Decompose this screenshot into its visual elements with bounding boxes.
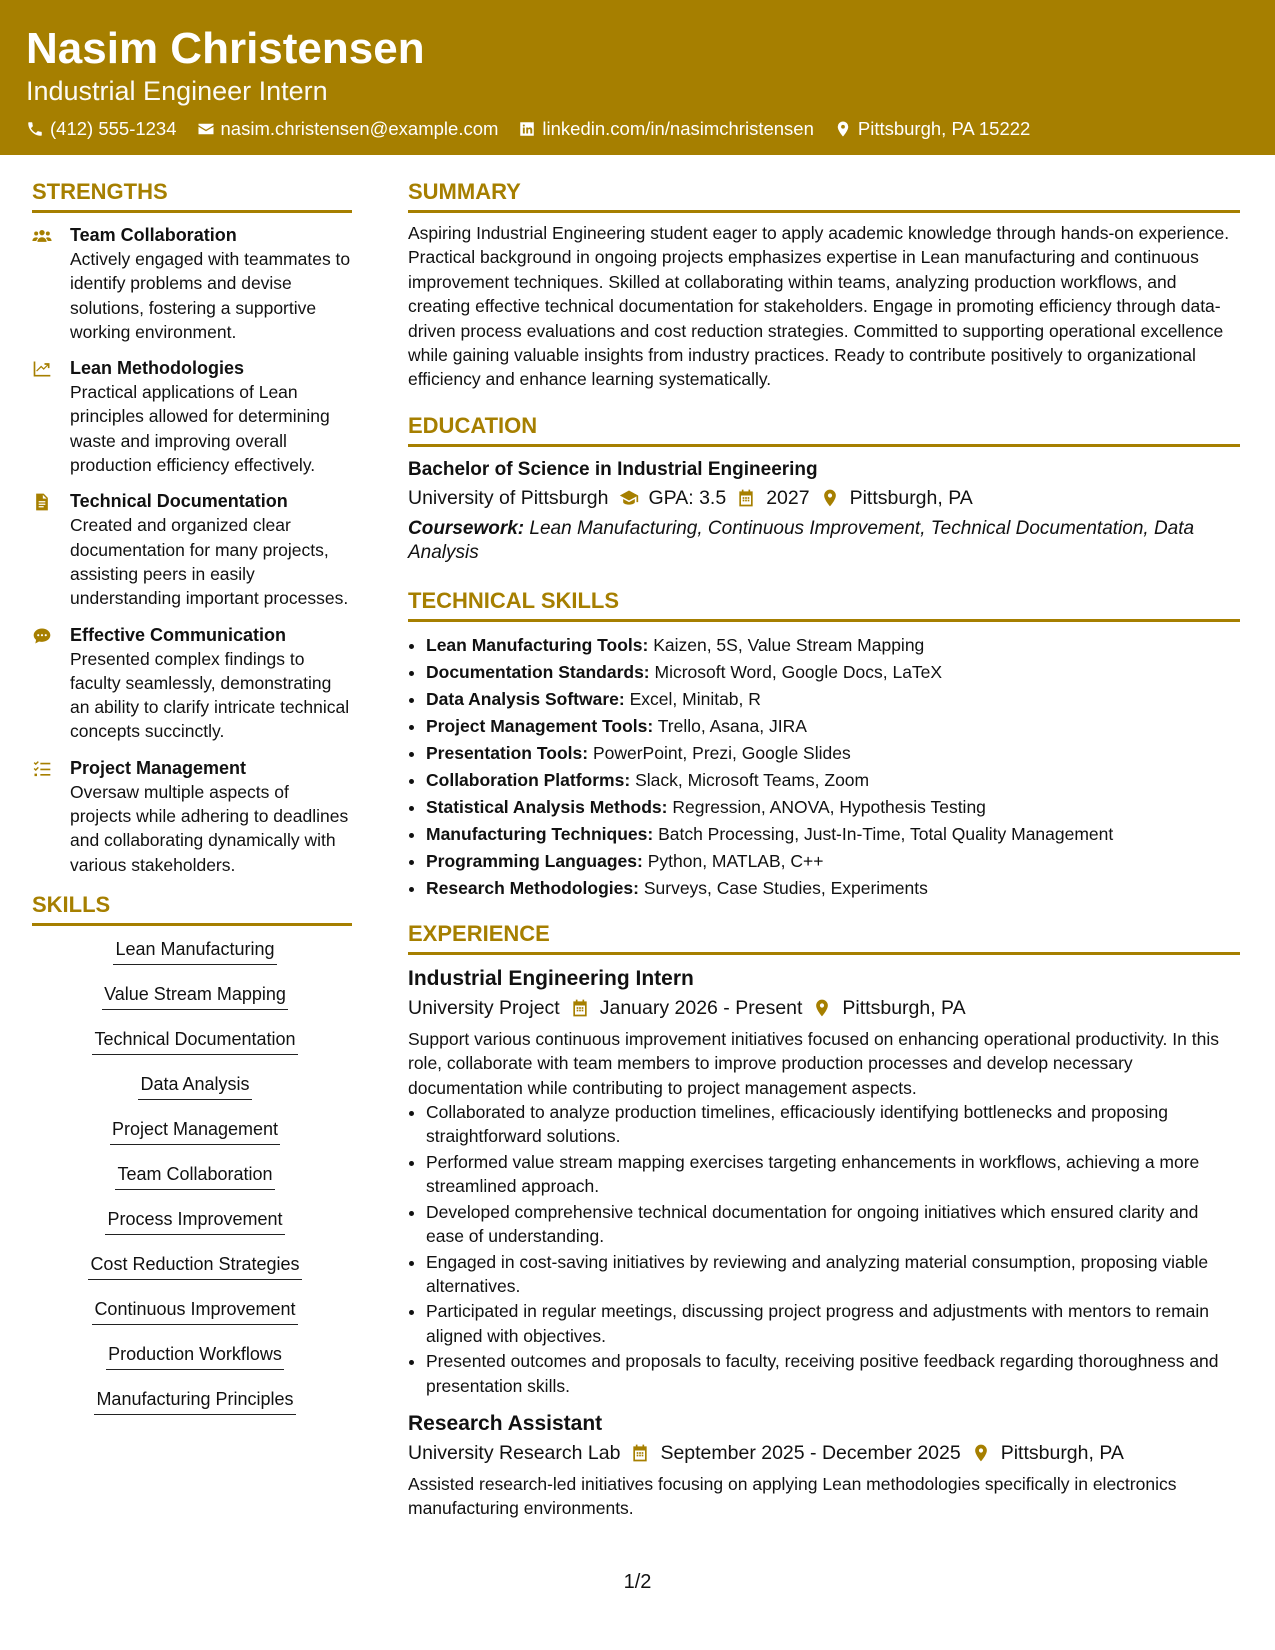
resume-header	[0, 0, 1275, 155]
calendar-icon	[736, 488, 756, 508]
skill-tag: Project Management	[110, 1116, 280, 1145]
contact-row	[26, 118, 1249, 140]
skill-tag: Technical Documentation	[92, 1026, 297, 1055]
map-pin-icon	[971, 1443, 991, 1463]
skill-label: Project Management Tools:	[426, 715, 654, 736]
strength-title: Technical Documentation	[70, 491, 288, 512]
strengths-heading: STRENGTHS	[32, 178, 352, 213]
education-heading: EDUCATION	[408, 412, 1240, 447]
skill-tag: Production Workflows	[106, 1341, 284, 1370]
skill-tag: Manufacturing Principles	[94, 1386, 295, 1415]
list-item	[426, 875, 1240, 902]
email-text: nasim.christensen@example.com	[220, 118, 499, 139]
skill-tag: Team Collaboration	[115, 1161, 274, 1190]
job-location: Pittsburgh, PA	[842, 996, 966, 1019]
skill-value: Microsoft Word, Google Docs, LaTeX	[654, 661, 943, 682]
document-icon	[32, 492, 52, 512]
education-degree: Bachelor of Science in Industrial Engineering	[408, 458, 818, 480]
list-item	[426, 740, 1240, 767]
job-location: Pittsburgh, PA	[1000, 1441, 1124, 1464]
linkedin-icon	[518, 120, 536, 138]
map-pin-icon	[834, 120, 852, 138]
skill-value: Python, MATLAB, C++	[647, 850, 824, 871]
skill-value: PowerPoint, Prezi, Google Slides	[592, 742, 851, 763]
list-item: • Participated in regular meetings, discussing project progress and adjustments with mentors to remain aligned with objectives.	[426, 1299, 1240, 1348]
skill-tag: Continuous Improvement	[92, 1296, 297, 1325]
job-description: Support various continuous improvement initiatives focused on enhancing operational productivity. In this role, collaborate with team members to improve production processes and develop necessary documentation while contributing to project management aspects.	[408, 1028, 1219, 1098]
job-org: University Research Lab	[408, 1441, 621, 1464]
job-dates: January 2026 - Present	[599, 996, 803, 1019]
job-meta	[408, 1438, 1240, 1468]
contact-phone[interactable]	[26, 118, 177, 140]
summary-heading: SUMMARY	[408, 178, 1240, 213]
experience-entry	[408, 965, 1240, 1398]
skill-label: Documentation Standards:	[426, 661, 650, 682]
skill-tag: Data Analysis	[138, 1071, 251, 1100]
map-pin-icon	[812, 998, 832, 1018]
skill-label: Manufacturing Techniques:	[426, 823, 654, 844]
calendar-icon	[630, 1443, 650, 1463]
job-title: Research Assistant	[408, 1411, 603, 1435]
job-org: University Project	[408, 996, 560, 1019]
candidate-role: Industrial Engineer Intern	[26, 76, 328, 106]
skill-label: Programming Languages:	[426, 850, 643, 871]
phone-text: (412) 555-1234	[50, 118, 177, 139]
strength-item	[32, 489, 352, 610]
left-column	[32, 178, 352, 1431]
skill-value: Excel, Minitab, R	[629, 688, 761, 709]
experience-entry	[408, 1410, 1240, 1521]
phone-icon	[26, 120, 44, 138]
strength-title: Effective Communication	[70, 624, 287, 645]
strength-item	[32, 623, 352, 744]
list-item: • Presented outcomes and proposals to faculty, receiving positive feedback regarding thoroughness and presentation skills.	[426, 1349, 1240, 1398]
skill-value: Regression, ANOVA, Hypothesis Testing	[672, 796, 986, 817]
list-item: • Performed value stream mapping exercises targeting enhancements in workflows, achieving a more streamlined approach.	[426, 1150, 1240, 1199]
list-item: • Engaged in cost-saving initiatives by reviewing and analyzing material consumption, proposing viable alternatives.	[426, 1250, 1240, 1299]
map-pin-icon	[820, 488, 840, 508]
skill-label: Statistical Analysis Methods:	[426, 796, 668, 817]
contact-location	[834, 118, 1030, 140]
experience-heading: EXPERIENCE	[408, 920, 1240, 955]
list-item	[426, 794, 1240, 821]
strength-item	[32, 756, 352, 877]
strength-title: Project Management	[70, 757, 247, 778]
education-location: Pittsburgh, PA	[849, 486, 973, 509]
coursework-text: Lean Manufacturing, Continuous Improvement, Technical Documentation, Data Analysis	[408, 517, 1195, 563]
technical-skills-list	[408, 632, 1240, 902]
skill-label: Lean Manufacturing Tools:	[426, 634, 649, 655]
summary-text: Aspiring Industrial Engineering student eager to apply academic knowledge through hands-on experience. Practical background in ongoing projects emphasizes expertise in Lean manufacturing and continuous improvement techniques. Skilled at collaborating within teams, analyzing production workflows, and creating effective technical documentation for stakeholders. Engage in promoting efficiency through data-driven process evaluations and cost reduction strategies. Committed to supporting operational excellence while gaining valuable insights from industry practices. Ready to contribute positively to organizational efficiency and enhance learning systematically.	[408, 223, 1230, 390]
education-meta	[408, 483, 1240, 513]
skill-label: Collaboration Platforms:	[426, 769, 631, 790]
linkedin-text: linkedin.com/in/nasimchristensen	[542, 118, 814, 139]
job-description: Assisted research-led initiatives focusing on applying Lean methodologies specifically in electronics manufacturing environments.	[408, 1473, 1177, 1519]
calendar-icon	[570, 998, 590, 1018]
task-list-icon	[32, 759, 52, 779]
technical-skills-heading: TECHNICAL SKILLS	[408, 587, 1240, 622]
skill-tag: Value Stream Mapping	[102, 981, 288, 1010]
list-item: • Developed comprehensive technical documentation for ongoing initiatives which ensured clarity and ease of understanding.	[426, 1200, 1240, 1249]
strength-desc: Created and organized clear documentation for many projects, assisting peers in easily understanding important processes.	[70, 515, 349, 609]
users-icon	[32, 226, 52, 246]
list-item	[426, 632, 1240, 659]
skill-tag: Cost Reduction Strategies	[88, 1251, 301, 1280]
strength-title: Team Collaboration	[70, 225, 237, 245]
list-item: • Collaborated to analyze production timelines, efficaciously identifying bottlenecks and proposing straightforward solutions.	[426, 1100, 1240, 1149]
job-dates: September 2025 - December 2025	[660, 1441, 961, 1464]
list-item	[426, 686, 1240, 713]
job-bullets	[408, 1100, 1240, 1398]
list-item	[426, 659, 1240, 686]
skill-value: Slack, Microsoft Teams, Zoom	[635, 769, 870, 790]
graduation-cap-icon	[619, 488, 639, 508]
chat-bubble-icon	[32, 626, 52, 646]
skill-label: Research Methodologies:	[426, 877, 639, 898]
right-column	[408, 178, 1240, 1521]
list-item	[426, 767, 1240, 794]
envelope-icon	[197, 120, 215, 138]
skills-list	[32, 936, 352, 1431]
contact-linkedin[interactable]	[518, 118, 813, 140]
list-item	[426, 848, 1240, 875]
education-gpa: GPA: 3.5	[648, 486, 727, 509]
skill-label: Presentation Tools:	[426, 742, 589, 763]
education-year: 2027	[766, 486, 810, 509]
page-number: 1/2	[623, 1571, 652, 1593]
list-item	[426, 713, 1240, 740]
education-school: University of Pittsburgh	[408, 486, 609, 509]
coursework-label: Coursework:	[408, 517, 525, 539]
skill-value: Kaizen, 5S, Value Stream Mapping	[653, 634, 925, 655]
job-meta	[408, 993, 1240, 1023]
strength-item	[32, 356, 352, 477]
skill-tag: Lean Manufacturing	[113, 936, 276, 965]
strength-title: Lean Methodologies	[70, 358, 245, 379]
strength-desc: Practical applications of Lean principles allowed for determining waste and improving overall production efficiency effectively.	[70, 382, 330, 476]
strength-desc: Presented complex findings to faculty seamlessly, demonstrating an ability to clarify intricate technical concepts succinctly.	[70, 648, 350, 742]
candidate-name: Nasim Christensen	[26, 24, 425, 73]
skill-value: Batch Processing, Just-In-Time, Total Quality Management	[658, 823, 1114, 844]
strength-desc: Oversaw multiple aspects of projects while adhering to deadlines and collaborating dynamically with various stakeholders.	[70, 781, 349, 875]
skill-value: Trello, Asana, JIRA	[657, 715, 807, 736]
strength-desc: Actively engaged with teammates to identify problems and devise solutions, fostering a supportive working environment.	[70, 249, 351, 342]
strength-item	[32, 223, 352, 344]
skill-value: Surveys, Case Studies, Experiments	[643, 877, 928, 898]
chart-line-icon	[32, 359, 52, 379]
location-text: Pittsburgh, PA 15222	[857, 118, 1031, 139]
coursework	[408, 517, 1240, 565]
list-item	[426, 821, 1240, 848]
skill-label: Data Analysis Software:	[426, 688, 625, 709]
job-title: Industrial Engineering Intern	[408, 966, 694, 990]
skills-heading: SKILLS	[32, 891, 352, 926]
contact-email[interactable]	[197, 118, 499, 140]
skill-tag: Process Improvement	[105, 1206, 284, 1235]
